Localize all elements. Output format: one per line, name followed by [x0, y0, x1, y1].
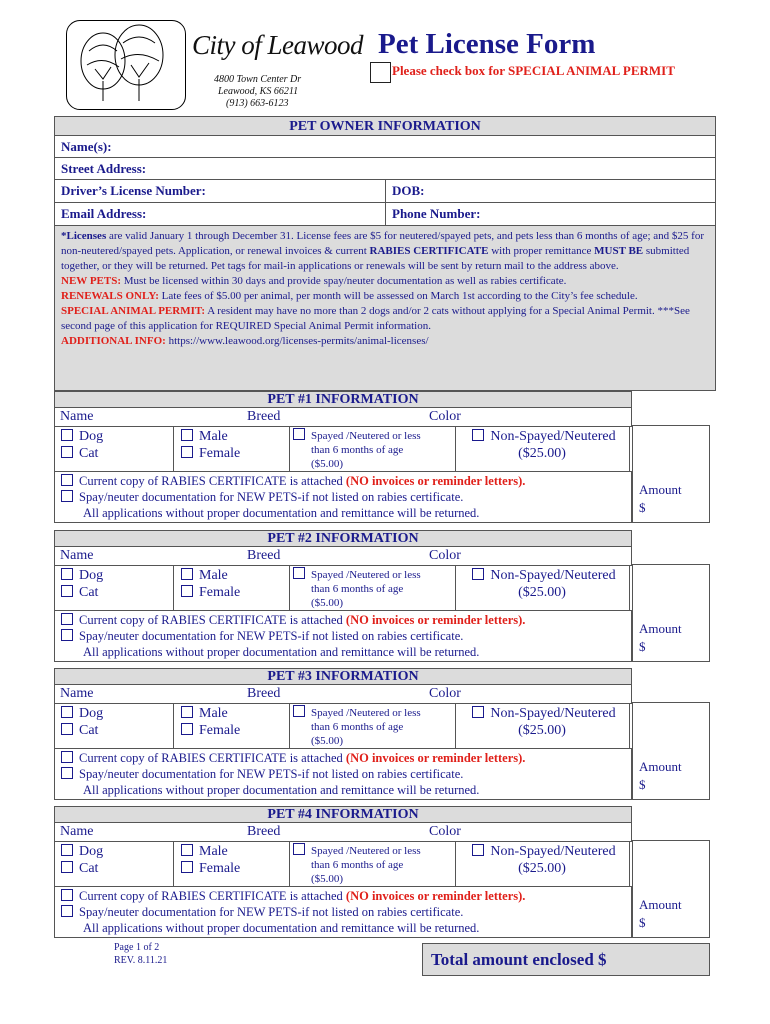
- pet-breed-label: Breed: [247, 824, 281, 839]
- dog-checkbox[interactable]: [61, 429, 73, 441]
- sex-cell: [173, 704, 290, 748]
- spay-doc-text: Spay/neuter documentation for NEW PETS-if not listed on rabies certificate.: [79, 490, 464, 504]
- sex-cell: [173, 566, 290, 610]
- spayed-label-2: than 6 months of age: [311, 444, 404, 456]
- city-phone: (913) 663-6123: [226, 98, 289, 109]
- spay-doc-text: Spay/neuter documentation for NEW PETS-if not listed on rabies certificate.: [79, 767, 464, 781]
- male-label: Male: [199, 844, 228, 859]
- spayed-option[interactable]: [293, 843, 453, 858]
- pet-section-title: PET #3 INFORMATION: [54, 668, 632, 685]
- spay-doc-checkbox[interactable]: [61, 490, 73, 502]
- non-spayed-price: ($25.00): [518, 723, 566, 738]
- revision: REV. 8.11.21: [114, 955, 168, 966]
- dog-checkbox[interactable]: [61, 568, 73, 580]
- dog-option[interactable]: [61, 568, 103, 584]
- pet-documents-row: [54, 886, 632, 938]
- male-option[interactable]: [181, 429, 228, 445]
- pet-breed-input[interactable]: [241, 685, 425, 703]
- pet-options-row: [54, 703, 630, 749]
- pet-breed-label: Breed: [247, 686, 281, 701]
- non-spayed-checkbox[interactable]: [472, 844, 484, 856]
- pet-documents-row: [54, 471, 632, 523]
- spayed-cell: [289, 427, 456, 471]
- renewals-text: Late fees of $5.00 per animal, per month will be assessed on March 1st according to the City’s fee schedule.: [158, 290, 638, 302]
- pet-color-input[interactable]: [425, 408, 631, 426]
- rabies-checkbox[interactable]: [61, 889, 73, 901]
- amount-label: Amount: [639, 621, 682, 636]
- spayed-label-1: Spayed /Neutered or less: [311, 569, 421, 581]
- returned-notice: All applications without proper documentation and remittance will be returned.: [83, 506, 480, 520]
- pet-options-row: [54, 426, 630, 472]
- rabies-warning: (NO invoices or reminder letters).: [345, 613, 526, 627]
- pet-documents-row: [54, 748, 632, 800]
- male-label: Male: [199, 429, 228, 444]
- spayed-checkbox[interactable]: [293, 428, 305, 440]
- dog-checkbox[interactable]: [61, 706, 73, 718]
- amount-field[interactable]: [632, 425, 710, 523]
- male-label: Male: [199, 706, 228, 721]
- pet-breed-input[interactable]: [241, 547, 425, 565]
- rabies-checkbox[interactable]: [61, 474, 73, 486]
- female-label: Female: [199, 446, 241, 461]
- spay-doc-checkbox[interactable]: [61, 767, 73, 779]
- tree-icon: [67, 21, 185, 109]
- pet-name-input[interactable]: [55, 685, 241, 703]
- male-checkbox[interactable]: [181, 844, 193, 856]
- non-spayed-checkbox[interactable]: [472, 706, 484, 718]
- special-permit-label: SPECIAL ANIMAL PERMIT:: [61, 305, 206, 317]
- sex-cell: [173, 842, 290, 886]
- non-spayed-cell: [455, 427, 629, 471]
- returned-notice: All applications without proper documentation and remittance will be returned.: [83, 783, 480, 797]
- pet-name-input[interactable]: [55, 408, 241, 426]
- pet-color-input[interactable]: [425, 547, 631, 565]
- info-rabies-bold: RABIES CERTIFICATE: [369, 245, 489, 257]
- rabies-option[interactable]: [61, 889, 525, 904]
- pet-color-label: Color: [429, 548, 461, 563]
- non-spayed-label: Non-Spayed/Neutered: [490, 429, 616, 444]
- spayed-cell: [289, 704, 456, 748]
- cat-option[interactable]: [61, 861, 98, 877]
- species-cell: [55, 704, 174, 748]
- pet-name-row: [54, 822, 632, 842]
- spayed-cell: [289, 566, 456, 610]
- dog-option[interactable]: [61, 429, 103, 445]
- cat-label: Cat: [79, 585, 99, 600]
- rabies-text: Current copy of RABIES CERTIFICATE is attached: [79, 751, 346, 765]
- pet-section-title: PET #2 INFORMATION: [54, 530, 632, 547]
- amount-label: Amount: [639, 897, 682, 912]
- non-spayed-price: ($25.00): [518, 861, 566, 876]
- rabies-text: Current copy of RABIES CERTIFICATE is attached: [79, 613, 346, 627]
- amount-dollar: $: [639, 777, 646, 792]
- info-licenses-bold: *Licenses: [61, 230, 107, 242]
- non-spayed-checkbox[interactable]: [472, 568, 484, 580]
- pet-name-row: [54, 546, 632, 566]
- dob-field[interactable]: [386, 180, 715, 202]
- rabies-option[interactable]: [61, 474, 525, 489]
- non-spayed-cell: [455, 704, 629, 748]
- license-info-block: [54, 225, 716, 391]
- dog-checkbox[interactable]: [61, 844, 73, 856]
- pet-name-label: Name: [60, 409, 94, 424]
- page-number: Page 1 of 2: [114, 942, 160, 953]
- pet-options-row: [54, 841, 630, 887]
- amount-dollar: $: [639, 639, 646, 654]
- info-text-c: submitted together, or they will be returned. Pet tags for mail-in applications or renewals will be sent by return mail to the address above.: [61, 245, 690, 272]
- rabies-text: Current copy of RABIES CERTIFICATE is attached: [79, 474, 346, 488]
- dog-label: Dog: [79, 429, 104, 444]
- male-checkbox[interactable]: [181, 706, 193, 718]
- species-cell: [55, 842, 174, 886]
- male-checkbox[interactable]: [181, 429, 193, 441]
- dog-option[interactable]: [61, 844, 103, 860]
- spay-doc-option[interactable]: [61, 905, 463, 920]
- cat-option[interactable]: [61, 723, 98, 739]
- additional-info-link[interactable]: https://www.leawood.org/licenses-permits/animal-licenses/: [165, 335, 429, 347]
- total-label: Total amount enclosed $: [431, 950, 607, 969]
- non-spayed-cell: [455, 842, 629, 886]
- male-option[interactable]: [181, 706, 228, 722]
- special-permit-checkbox[interactable]: [370, 62, 391, 83]
- email-label: Email Address:: [61, 206, 147, 221]
- rabies-text: Current copy of RABIES CERTIFICATE is attached: [79, 889, 346, 903]
- cat-label: Cat: [79, 446, 99, 461]
- non-spayed-label: Non-Spayed/Neutered: [490, 844, 616, 859]
- non-spayed-option[interactable]: [459, 844, 629, 860]
- rabies-warning: (NO invoices or reminder letters).: [345, 474, 526, 488]
- pet-section-title: PET #1 INFORMATION: [54, 391, 632, 408]
- info-text-b: with proper remittance: [488, 245, 595, 257]
- spayed-label-2: than 6 months of age: [311, 583, 404, 595]
- cat-option[interactable]: [61, 446, 98, 462]
- rabies-checkbox[interactable]: [61, 751, 73, 763]
- amount-field[interactable]: [632, 564, 710, 662]
- pet-breed-input[interactable]: [241, 408, 425, 426]
- pet-color-input[interactable]: [425, 823, 631, 841]
- special-permit-prompt: Please check box for SPECIAL ANIMAL PERMIT: [392, 63, 675, 78]
- rabies-warning: (NO invoices or reminder letters).: [345, 889, 526, 903]
- cat-option[interactable]: [61, 585, 98, 601]
- spayed-price: ($5.00): [311, 735, 344, 747]
- cat-label: Cat: [79, 861, 99, 876]
- spay-doc-option[interactable]: [61, 629, 463, 644]
- city-address-2: Leawood, KS 66211: [218, 86, 299, 97]
- female-label: Female: [199, 585, 241, 600]
- cat-checkbox[interactable]: [61, 446, 73, 458]
- cat-label: Cat: [79, 723, 99, 738]
- spayed-checkbox[interactable]: [293, 705, 305, 717]
- dog-label: Dog: [79, 844, 104, 859]
- amount-label: Amount: [639, 759, 682, 774]
- spayed-label-1: Spayed /Neutered or less: [311, 707, 421, 719]
- pet-name-row: [54, 684, 632, 704]
- amount-label: Amount: [639, 482, 682, 497]
- female-checkbox[interactable]: [181, 861, 193, 873]
- female-label: Female: [199, 861, 241, 876]
- pet-name-input[interactable]: [55, 823, 241, 841]
- dog-label: Dog: [79, 706, 104, 721]
- dog-option[interactable]: [61, 706, 103, 722]
- phone-label: Phone Number:: [392, 206, 481, 221]
- non-spayed-option[interactable]: [459, 429, 629, 445]
- spayed-price: ($5.00): [311, 873, 344, 885]
- owner-section-title: PET OWNER INFORMATION: [54, 116, 716, 136]
- spayed-option[interactable]: [293, 428, 453, 443]
- rabies-option[interactable]: [61, 751, 525, 766]
- male-option[interactable]: [181, 844, 228, 860]
- pet-name-row: [54, 407, 632, 427]
- spayed-price: ($5.00): [311, 597, 344, 609]
- sex-cell: [173, 427, 290, 471]
- male-label: Male: [199, 568, 228, 583]
- license-row: [54, 179, 716, 203]
- names-field[interactable]: [54, 135, 716, 158]
- street-label: Street Address:: [61, 161, 147, 176]
- pet-name-label: Name: [60, 686, 94, 701]
- male-option[interactable]: [181, 568, 228, 584]
- pet-color-label: Color: [429, 824, 461, 839]
- dob-label: DOB:: [392, 183, 425, 198]
- returned-notice: All applications without proper documentation and remittance will be returned.: [83, 921, 480, 935]
- new-pets-text: Must be licensed within 30 days and provide spay/neuter documentation as well as rabies certificate.: [121, 275, 567, 287]
- city-name: City of Leawood: [192, 30, 364, 60]
- female-checkbox[interactable]: [181, 723, 193, 735]
- non-spayed-label: Non-Spayed/Neutered: [490, 706, 616, 721]
- spay-doc-option[interactable]: [61, 490, 463, 505]
- info-must-bold: MUST BE: [594, 245, 644, 257]
- cat-checkbox[interactable]: [61, 861, 73, 873]
- non-spayed-option[interactable]: [459, 706, 629, 722]
- species-cell: [55, 566, 174, 610]
- amount-field[interactable]: [632, 840, 710, 938]
- city-logo: [66, 20, 186, 110]
- email-row: [54, 202, 716, 226]
- pet-documents-row: [54, 610, 632, 662]
- license-label: Driver’s License Number:: [61, 183, 206, 198]
- names-label: Name(s):: [61, 139, 112, 154]
- amount-field[interactable]: [632, 702, 710, 800]
- spayed-checkbox[interactable]: [293, 567, 305, 579]
- spayed-label-2: than 6 months of age: [311, 721, 404, 733]
- new-pets-label: NEW PETS:: [61, 275, 122, 287]
- dog-label: Dog: [79, 568, 104, 583]
- renewals-label: RENEWALS ONLY:: [61, 290, 159, 302]
- pet-color-label: Color: [429, 686, 461, 701]
- species-cell: [55, 427, 174, 471]
- female-option[interactable]: [181, 861, 240, 877]
- non-spayed-price: ($25.00): [518, 585, 566, 600]
- spay-doc-checkbox[interactable]: [61, 905, 73, 917]
- spayed-checkbox[interactable]: [293, 843, 305, 855]
- pet-breed-input[interactable]: [241, 823, 425, 841]
- spayed-label-1: Spayed /Neutered or less: [311, 430, 421, 442]
- pet-name-input[interactable]: [55, 547, 241, 565]
- rabies-checkbox[interactable]: [61, 613, 73, 625]
- spayed-option[interactable]: [293, 705, 453, 720]
- spayed-label-1: Spayed /Neutered or less: [311, 845, 421, 857]
- non-spayed-cell: [455, 566, 629, 610]
- spay-doc-text: Spay/neuter documentation for NEW PETS-if not listed on rabies certificate.: [79, 629, 464, 643]
- spayed-cell: [289, 842, 456, 886]
- pet-options-row: [54, 565, 630, 611]
- pet-color-label: Color: [429, 409, 461, 424]
- female-checkbox[interactable]: [181, 585, 193, 597]
- phone-field[interactable]: [386, 203, 715, 225]
- female-option[interactable]: [181, 446, 240, 462]
- amount-dollar: $: [639, 500, 646, 515]
- additional-info-label: ADDITIONAL INFO:: [61, 335, 166, 347]
- cat-checkbox[interactable]: [61, 585, 73, 597]
- pet-color-input[interactable]: [425, 685, 631, 703]
- special-permit-text: A resident may have no more than 2 dogs and/or 2 cats without applying for a Special Animal Permit. ***See second page of this application for REQUIRED Special Animal Permit information.: [61, 305, 690, 332]
- rabies-warning: (NO invoices or reminder letters).: [345, 751, 526, 765]
- total-amount-field[interactable]: [422, 943, 710, 976]
- pet-section-title: PET #4 INFORMATION: [54, 806, 632, 823]
- info-text-a: are valid January 1 through December 31. License fees are $5 for neutered/spayed pets, and pets less than 6 months of age; and $25 for non-neutered/spayed pets. Application, or renewal invoices & current: [61, 230, 705, 257]
- spayed-label-2: than 6 months of age: [311, 859, 404, 871]
- street-address-field[interactable]: [54, 157, 716, 180]
- license-field[interactable]: [55, 180, 386, 202]
- amount-dollar: $: [639, 915, 646, 930]
- pet-name-label: Name: [60, 548, 94, 563]
- non-spayed-checkbox[interactable]: [472, 429, 484, 441]
- pet-breed-label: Breed: [247, 548, 281, 563]
- pet-name-label: Name: [60, 824, 94, 839]
- non-spayed-option[interactable]: [459, 568, 629, 584]
- female-checkbox[interactable]: [181, 446, 193, 458]
- pet-breed-label: Breed: [247, 409, 281, 424]
- spay-doc-checkbox[interactable]: [61, 629, 73, 641]
- female-label: Female: [199, 723, 241, 738]
- spay-doc-option[interactable]: [61, 767, 463, 782]
- spayed-price: ($5.00): [311, 458, 344, 470]
- cat-checkbox[interactable]: [61, 723, 73, 735]
- female-option[interactable]: [181, 723, 240, 739]
- non-spayed-price: ($25.00): [518, 446, 566, 461]
- spay-doc-text: Spay/neuter documentation for NEW PETS-if not listed on rabies certificate.: [79, 905, 464, 919]
- male-checkbox[interactable]: [181, 568, 193, 580]
- form-title: Pet License Form: [378, 28, 596, 60]
- rabies-option[interactable]: [61, 613, 525, 628]
- email-field[interactable]: [55, 203, 386, 225]
- spayed-option[interactable]: [293, 567, 453, 582]
- city-address-1: 4800 Town Center Dr: [214, 74, 302, 85]
- returned-notice: All applications without proper documentation and remittance will be returned.: [83, 645, 480, 659]
- non-spayed-label: Non-Spayed/Neutered: [490, 568, 616, 583]
- female-option[interactable]: [181, 585, 240, 601]
